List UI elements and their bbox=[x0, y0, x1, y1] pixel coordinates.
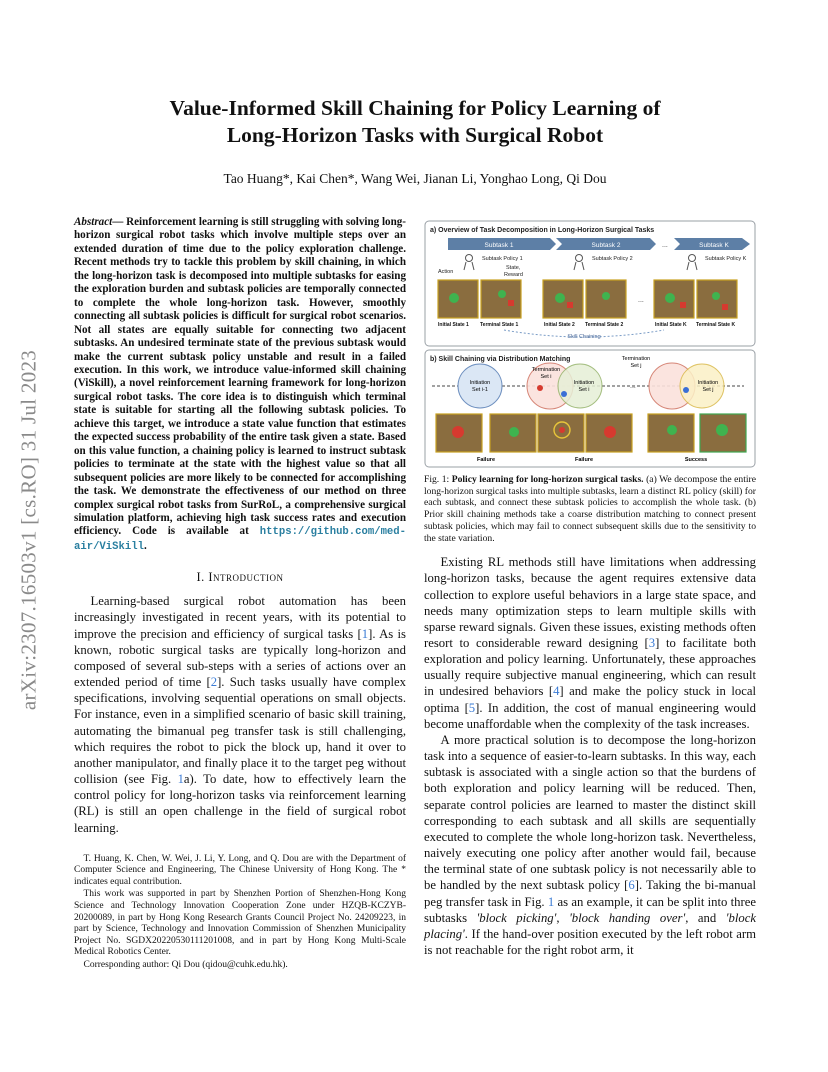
paragraph bbox=[424, 554, 756, 732]
paper-title bbox=[120, 95, 710, 149]
abstract-text: — Reinforcement learning is still struggling with solving long-horizon surgical robot tasks which involve multiple steps over an extended duration of time due to the policy exploration challenge. Recent methods try to tackle this problem by skill chaining, in which the long-horizon task is decomposed into multiple subtasks for easing the exploration burden and subtask policies are temporally connected to complete the whole long-horizon task. However, smoothly connecting all subtask policies is difficult for surgical robot scenarios. Not all states are equally suitable for connecting two adjacent subtasks. An undesired terminate state of the previous subtask would make the current subtask policy unstable and result in a failed execution. In this work, we introduce value-informed skill chaining (ViSkill), a novel reinforcement learning framework for long-horizon surgical robot tasks. The core idea is to distinguish which terminal state is suitable for starting all the following subtask policies. To achieve this target, we introduce a state value function that estimates the expected success probability of the entire task given a state. Based on this value function, a chaining policy is learned to instruct subtask policies to terminate at the state with the highest value so that all subsequent policies are more likely to be connected for accomplishing the task. We demonstrate the effectiveness of our method on three complex surgical robot tasks from SurRoL, a comprehensive surgical simulation platform, achieving high task success rates and execution efficiency. Code is available at bbox=[74, 216, 407, 538]
text-run: as an example, it can be split into three subtasks bbox=[424, 894, 757, 925]
right-body bbox=[424, 554, 756, 958]
arxiv-identifier: arXiv:2307.16503v1 [cs.RO] 31 Jul 2023 bbox=[16, 349, 41, 711]
citation-link[interactable]: 2 bbox=[210, 675, 218, 690]
subtask-name: 'block handing over' bbox=[569, 910, 686, 925]
author-list: Tao Huang*, Kai Chen*, Wang Wei, Jianan Li, Yonghao Long, Qi Dou bbox=[223, 171, 607, 186]
citation-link[interactable]: 3 bbox=[648, 636, 656, 650]
caption-lead: Fig. 1: bbox=[424, 474, 452, 485]
success-label: Success bbox=[684, 457, 708, 463]
terminal-state-2: Terminal State 2 bbox=[585, 322, 624, 328]
text-run: , and bbox=[685, 910, 726, 925]
failure-label-1: Failure bbox=[476, 457, 496, 463]
footnote-affiliation: T. Huang, K. Chen, W. Wei, J. Li, Y. Long, and Q. Dou are with the Department of Computer Science and Engineering, The Chinese University of Hong Kong. The * indicates equal contribution. bbox=[74, 853, 406, 887]
abstract-end: . bbox=[143, 539, 147, 552]
initial-state-k: Initial State K bbox=[655, 322, 687, 328]
subtask-1-label: Subtask 1 bbox=[484, 242, 514, 249]
state-point bbox=[537, 385, 543, 391]
footnote-corresponding: Corresponding author: Qi Dou (qidou@cuhk.edu.hk). bbox=[83, 960, 288, 971]
text-run: A more practical solution is to decompose the long-horizon task into a sequence of easier-to-learn subtasks. In this way, each subtask is associated with a single action so that the burdens of both exploration and policy learning will be reduced. Then, separate control policies are learned to master the distinct skill corresponding to each subtask and all skills are sequentially executed to complete the whole long-horizon task. Nevertheless, naively executing one policy after another would fail, because the terminal state of one subtask policy is not necessarily able to be handled by the next subtask policy [ bbox=[424, 732, 756, 893]
figure-link[interactable]: 1 bbox=[177, 772, 184, 787]
action-label: Action bbox=[438, 269, 454, 275]
caption-title: Policy learning for long-horizon surgical tasks. bbox=[451, 474, 644, 485]
termination-j-index: Set j bbox=[630, 363, 642, 369]
policy-2-label: Subtask Policy 2 bbox=[592, 256, 633, 262]
intro-paragraph bbox=[74, 593, 406, 835]
state-point bbox=[561, 391, 567, 397]
state-point bbox=[683, 387, 689, 393]
caption-text: (a) We decompose the entire long-horizon surgical tasks into multiple subtasks, learn a distinct RL policy (skill) for each subtask, and connect these subtask policies to accomplish the whole task. (b) Prior skill chaining methods take a coarse distribution matching to connect present subtask policies, which may fail to connect subsequent skills due to the sensitivity to the state variation. bbox=[424, 474, 756, 544]
citation-link[interactable]: 6 bbox=[628, 878, 635, 893]
footnotes bbox=[74, 854, 406, 972]
text-run: ]. In addition, the cost of manual engineering would become unaffordable when the complexity of the task increases. bbox=[424, 700, 756, 731]
subtask-name: 'block picking' bbox=[476, 910, 557, 925]
initiation-prev-label: Initiation bbox=[469, 380, 491, 386]
text-run: Existing RL methods still have limitations when addressing long-horizon tasks, because the agent requires extensive data collection to explore useful behaviors in a large state space, and needs many optimization steps to learn multiple skills with sparse reward signals. Given these issues, existing methods often resort to considerable reward designing [ bbox=[424, 555, 756, 650]
initiation-i-label: Initiation bbox=[573, 380, 595, 386]
text-run: , bbox=[556, 910, 570, 925]
policy-1-label: Subtask Policy 1 bbox=[482, 256, 523, 262]
figure-1 bbox=[424, 220, 756, 470]
abstract bbox=[74, 216, 406, 554]
outcome-thumbnails bbox=[436, 414, 746, 452]
initiation-set-prev bbox=[458, 364, 502, 408]
citation-link[interactable]: 1 bbox=[361, 626, 369, 641]
initial-state-1: Initial State 1 bbox=[438, 322, 469, 328]
text-run: ]. Taking the bi-manual peg transfer task in Fig. bbox=[424, 878, 757, 909]
state-label: State, bbox=[506, 265, 521, 271]
section-number: I. bbox=[196, 570, 209, 585]
panel-b-title: b) Skill Chaining via Distribution Matching bbox=[430, 356, 571, 363]
text-run: ] and make the policy stuck in local optima [ bbox=[424, 684, 756, 715]
terminal-state-1: Terminal State 1 bbox=[480, 322, 519, 328]
subtask-ellipsis: ... bbox=[662, 242, 668, 249]
paragraph bbox=[424, 732, 756, 958]
right-column bbox=[424, 220, 756, 958]
figure-link[interactable]: 1 bbox=[547, 894, 555, 909]
subtask-name: 'block placing' bbox=[424, 910, 756, 941]
reward-label: Reward bbox=[504, 272, 523, 278]
initiation-set-j bbox=[680, 364, 724, 408]
termination-j-label: Termination bbox=[621, 356, 651, 362]
text-run: . If the hand-over position executed by the left robot arm is not reachable for the right robot arm, it bbox=[424, 926, 756, 957]
arxiv-sidebar bbox=[2, 300, 56, 760]
title-line-1: Value-Informed Skill Chaining for Policy Learning of bbox=[169, 96, 661, 120]
set-ellipsis: ... bbox=[630, 383, 636, 390]
initiation-i-index: Set i bbox=[578, 387, 590, 393]
text-run: ] to facilitate both exploration and policy learning. Unfortunately, these approaches usually require subjective manual engineering, which can result in undesired behaviors [ bbox=[424, 636, 756, 699]
citation-link[interactable]: 5 bbox=[468, 700, 476, 715]
scene-thumbnails bbox=[438, 280, 737, 318]
section-heading bbox=[74, 570, 406, 585]
initiation-set-i bbox=[558, 364, 602, 408]
policy-k-label: Subtask Policy K bbox=[705, 256, 747, 262]
panel-a-title: a) Overview of Task Decomposition in Long-Horizon Surgical Tasks bbox=[430, 227, 655, 234]
initiation-j-index: Set j bbox=[702, 387, 714, 393]
text-run: ]. Such tasks usually have complex specifications, involving sequential operations on small objects. For instance, even in a simplified scenario of basic skill training, automating the bimanual peg transfer task is still challenging, which requires the robot to pick the block up, hand it over to another manipulator, and finally place it to the target peg without collision (see Fig. bbox=[74, 675, 406, 787]
code-link[interactable]: https://github.com/med-air/ViSkill bbox=[74, 526, 406, 553]
initial-state-2: Initial State 2 bbox=[544, 322, 575, 328]
terminal-state-k: Terminal State K bbox=[696, 322, 736, 328]
initiation-prev-index: Set i-1 bbox=[472, 387, 488, 393]
subtask-k-label: Subtask K bbox=[699, 242, 729, 249]
text-run: ]. As is known, robotic surgical tasks are typically long-horizon and composed of several sub-steps with a series of actions over an extended period of time [ bbox=[74, 626, 406, 690]
section-title: Introduction bbox=[208, 570, 284, 585]
subtask-2-label: Subtask 2 bbox=[591, 242, 621, 249]
failure-label-2: Failure bbox=[574, 457, 594, 463]
title-line-2: Long-Horizon Tasks with Surgical Robot bbox=[226, 123, 604, 147]
abstract-label: Abstract bbox=[74, 216, 113, 228]
figure-diagram bbox=[424, 220, 756, 470]
initiation-j-label: Initiation bbox=[697, 380, 719, 386]
skill-chaining-label: Skill Chaining bbox=[567, 334, 601, 340]
citation-link[interactable]: 4 bbox=[553, 684, 560, 699]
termination-i-index: Set i bbox=[540, 374, 552, 380]
thumbnail-ellipsis: ... bbox=[638, 297, 644, 304]
text-run: Learning-based surgical robot automation has been increasingly investigated in recent years, with its potential to improve the precision and efficiency of surgical tasks [ bbox=[74, 594, 406, 641]
text-run: a). To date, how to effectively learn the control policy for long-horizon tasks via reinforcement learning (RL) is still an open challenge in the field of surgical robot learning. bbox=[74, 772, 406, 835]
footnote-funding: This work was supported in part by Shenzhen Portion of Shenzhen-Hong Kong Science and Technology Innovation Cooperation Zone under HZQB-KCZYB-20200089, in part by Hong Kong Research Grants Council Project No. 24209223, in part by Science, Technology and Innovation Commission of Shenzhen Municipality Project No. SGDX20220530111201008, and in part by Hong Kong Multi-Scale Medical Robotics Center. bbox=[74, 889, 406, 958]
figure-caption bbox=[424, 474, 756, 544]
termination-i-label: Termination bbox=[531, 367, 561, 373]
left-column bbox=[74, 216, 406, 973]
intro-body bbox=[74, 593, 406, 835]
